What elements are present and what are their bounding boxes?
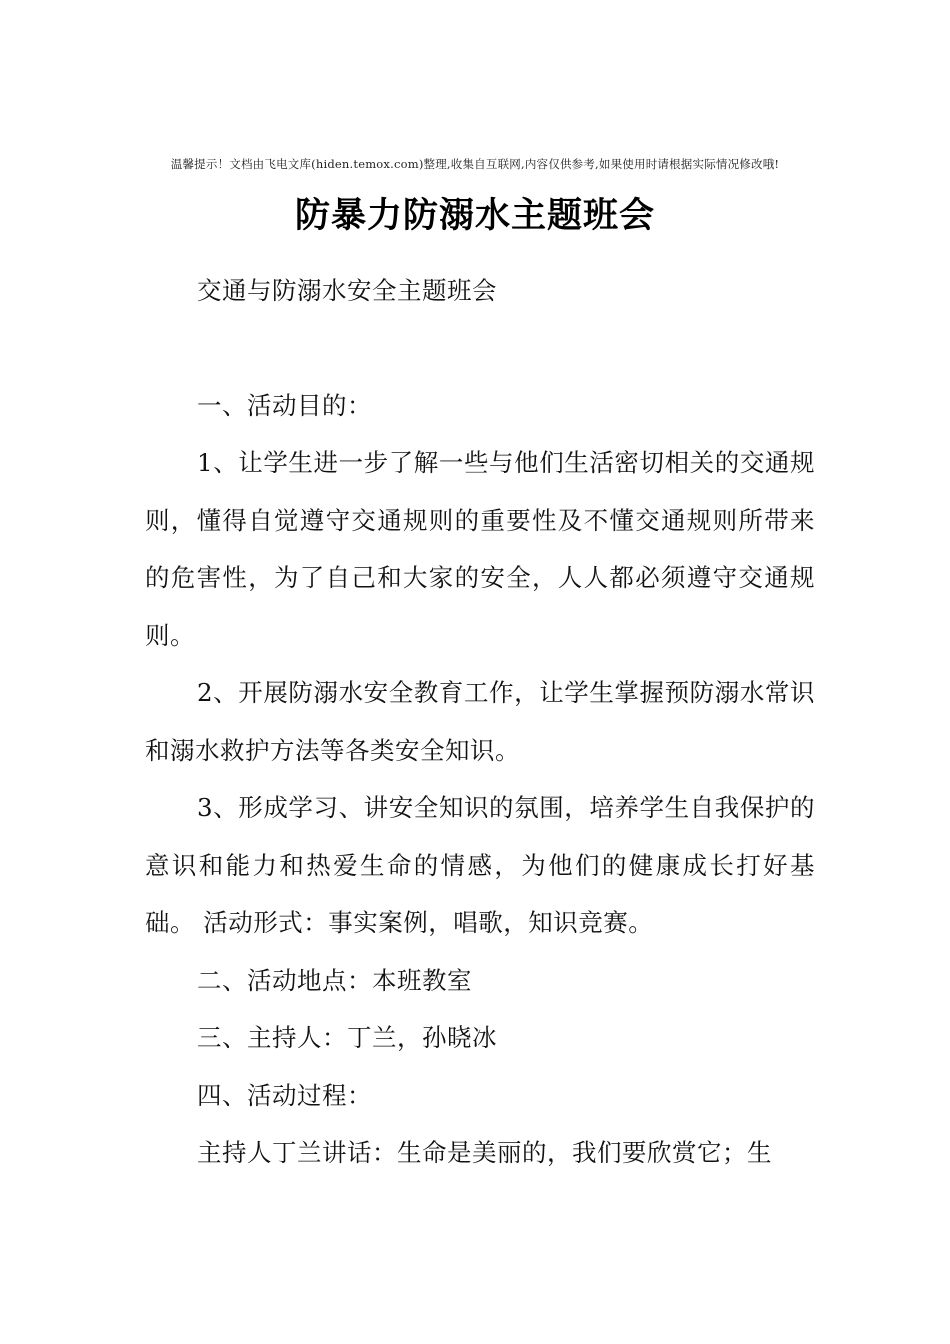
watermark-notice: 温馨提示！文档由飞电文库(hiden.temox.com)整理,收集自互联网,内容仅供参考,如果使用时请根据实际情况修改哦! — [170, 157, 780, 171]
paragraph-purpose-3: 3、形成学习、讲安全知识的氛围，培养学生自我保护的意识和能力和热爱生命的情感，为他们的健康成长打好基础。 活动形式：事实案例，唱歌，知识竞赛。 — [145, 793, 815, 937]
spacer — [145, 320, 815, 377]
subtitle: 交通与防溺水安全主题班会 — [197, 276, 497, 305]
document-title: 防暴力防溺水主题班会 — [294, 196, 655, 236]
section-location: 二、活动地点：本班教室 — [197, 965, 472, 995]
document-body — [145, 262, 815, 1182]
paragraph-purpose-2: 2、开展防溺水安全教育工作，让学生掌握预防溺水常识和溺水救护方法等各类安全知识。 — [145, 678, 815, 765]
section-host: 三、主持人：丁兰，孙晓冰 — [197, 1023, 497, 1052]
paragraph-purpose-1: 1、让学生进一步了解一些与他们生活密切相关的交通规则，懂得自觉遵守交通规则的重要性及不懂交通规则所带来的危害性，为了自己和大家的安全，人人都必须遵守交通规则。 — [145, 448, 815, 650]
paragraph-host-speech: 主持人丁兰讲话：生命是美丽的，我们要欣赏它；生 — [197, 1138, 772, 1167]
section-process: 四、活动过程： — [197, 1080, 372, 1110]
section-heading-purpose: 一、活动目的： — [197, 390, 372, 420]
